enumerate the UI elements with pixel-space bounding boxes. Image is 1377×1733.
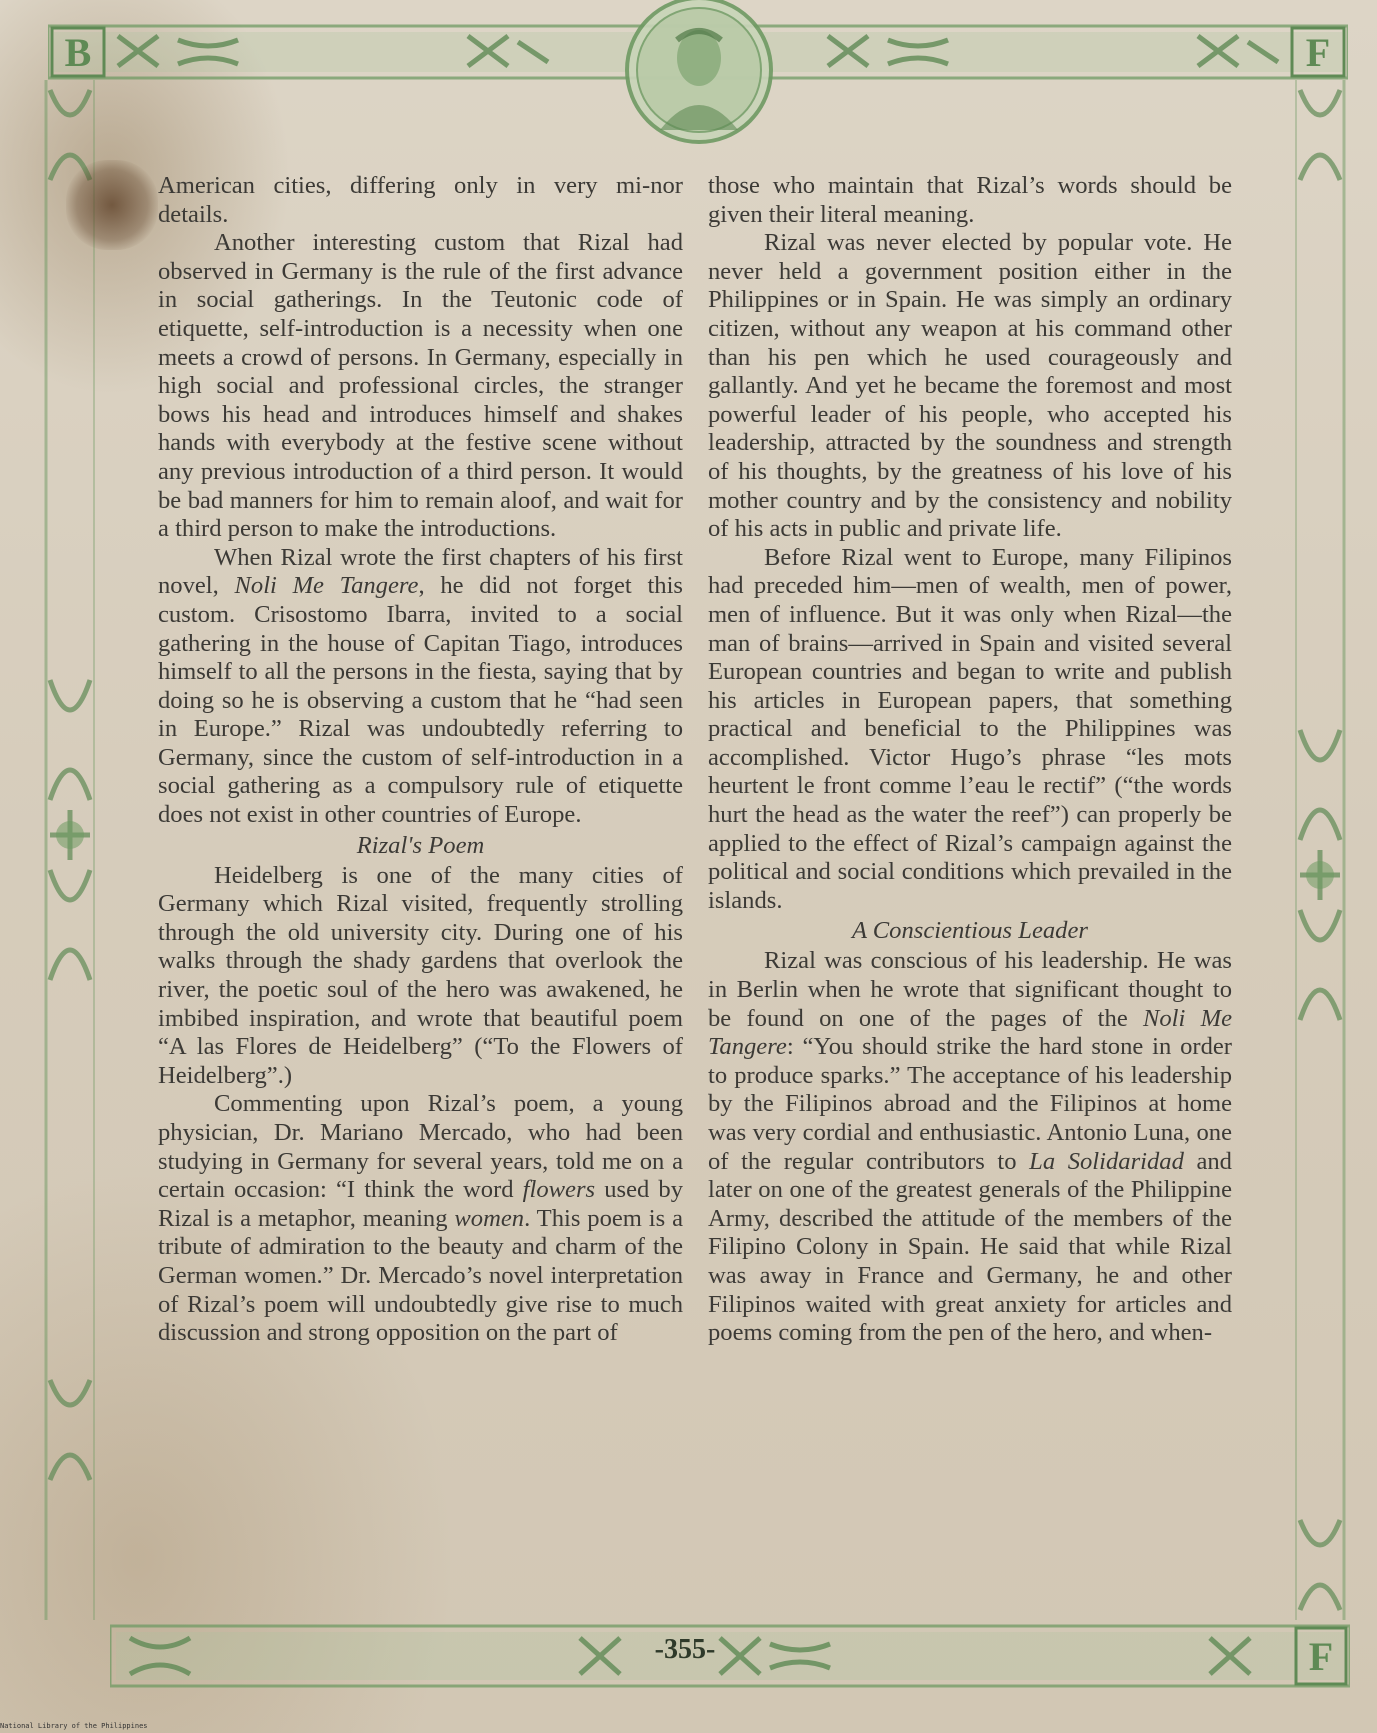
text-run: Commenting upon Rizal’s poem, a young physician, Dr. Mariano Mercado, who had been studying in Germany for several years, told me on a certain occasion: “I think the word	[158, 1090, 683, 1204]
right-column-subheading: A Conscientious Leader	[852, 917, 1088, 945]
text-run: When Rizal wrote the first chapters of his first novel,	[158, 543, 683, 600]
text-run: . This poem is a tribute of admiration to the beauty and charm of the German women.” Dr. Mercado’s novel interpretation of Rizal’s poem will undoubtedly give rise to much discussion and strong opposition on the part of	[158, 1204, 684, 1347]
italic-title: women	[454, 1204, 525, 1232]
text-run: used by Rizal is a metaphor, meaning	[158, 1176, 683, 1232]
right-ornamental-border	[1290, 80, 1350, 1620]
italic-title: La Solidaridad	[1029, 1147, 1184, 1175]
right-column-paragraph	[708, 947, 1232, 1347]
right-column-paragraph: those who maintain that Rizal’s words should be given their literal meaning.	[708, 172, 1232, 228]
bottom-right-initial: F	[1308, 1634, 1334, 1679]
text-run: , he did not forget this custom. Crisostomo Ibarra, invited to a social gathering in the house of Capitan Tiago, introduces himself to all the persons in the fiesta, saying that by doing so he is observing a custom that he “had seen in Europe.” Rizal was undoubtedly referring to Germany, since the custom of self-introduction in a social gathering as a compulsory rule of etiquette does not exist in other countries of Europe.	[158, 572, 683, 829]
right-column-paragraph: Rizal was never elected by popular vote. He never held a government position either in the Philippines or in Spain. He was simply an ordinary citizen, without any weapon at his command other than his pen which he used courageously and gallantly. And yet he became the foremost and most powerful leader of his people, who accepted his leadership, attracted by the soundness and strength of his thoughts, by the greatness of his love of his mother country and by the consistency and nobility of his acts in public and private life.	[708, 229, 1232, 543]
text-run: Rizal was conscious of his leadership. He was in Berlin when he wrote that significant thought to be found on one of the pages of the	[708, 947, 1232, 1032]
text-run: and later on one of the greatest generals of the Philippine Army, described the attitude of the members of the Filipino Colony in Spain. He said that while Rizal was away in France and Germany, he and other Filipinos waited with great anxiety for articles and poems coming from the pen of the hero, and when-	[708, 1147, 1232, 1347]
italic-title: Noli Me Tangere	[708, 1004, 1233, 1061]
top-left-initial: B	[64, 30, 92, 75]
right-column-paragraph: Before Rizal went to Europe, many Filipinos had preceded him—men of wealth, men of power, men of influence. But it was only when Rizal—the man of brains—arrived in Spain and visited several European countries and began to write and publish his articles in European papers, that something practical and beneficial to the Philippines was accomplished. Victor Hugo’s phrase “les mots heurtent le front comme l’eau le rectif” (“the words hurt the head as the water the reef”) can properly be applied to the effect of Rizal’s campaign against the political and social conditions which prevailed in the islands.	[708, 543, 1232, 914]
left-ornamental-border	[40, 80, 100, 1620]
portrait-medallion	[620, 0, 778, 150]
left-column-paragraph: American cities, differing only in very mi-nor details.	[158, 172, 683, 228]
italic-title: flowers	[522, 1176, 596, 1204]
left-text-column	[158, 172, 683, 1348]
text-run: : “You should strike the hard stone in order to produce sparks.” The acceptance of his leadership by the Filipinos abroad and the Filipinos at home was very cordial and enthusiastic. Antonio Luna, one of the regular contributors to	[708, 1033, 1232, 1175]
top-right-initial: F	[1305, 30, 1331, 75]
italic-title: Noli Me Tangere	[234, 572, 419, 600]
left-column-paragraph	[158, 1090, 683, 1347]
right-text-column	[708, 172, 1232, 1348]
page-number: -355-	[654, 1634, 716, 1665]
left-column-paragraph: Another interesting custom that Rizal had observed in Germany is the rule of the first advance in social gatherings. In the Teutonic code of etiquette, self-introduction is a necessity when one meets a crowd of persons. In Germany, especially in high social and professional circles, the stranger bows his head and introduces himself and shakes hands with everybody at the festive scene without any previous introduction of a third person. It would be bad manners for him to remain aloof, and wait for a third person to make the introductions.	[158, 229, 683, 543]
bottom-ornamental-border	[110, 1620, 1350, 1692]
left-column-paragraph	[158, 544, 683, 830]
left-column-paragraph: Heidelberg is one of the many cities of Germany which Rizal visited, frequently strolling through the old university city. During one of his walks through the shady gardens that overlook the river, the poetic soul of the hero was awakened, he imbibed inspiration, and wrote that beautiful poem “A las Flores de Heidelberg” (“To the Flowers of Heidelberg”.)	[158, 861, 683, 1089]
paper-stain	[66, 160, 158, 250]
library-credit: National Library of the Philippines	[0, 1722, 148, 1730]
left-column-subheading: Rizal's Poem	[356, 831, 485, 859]
